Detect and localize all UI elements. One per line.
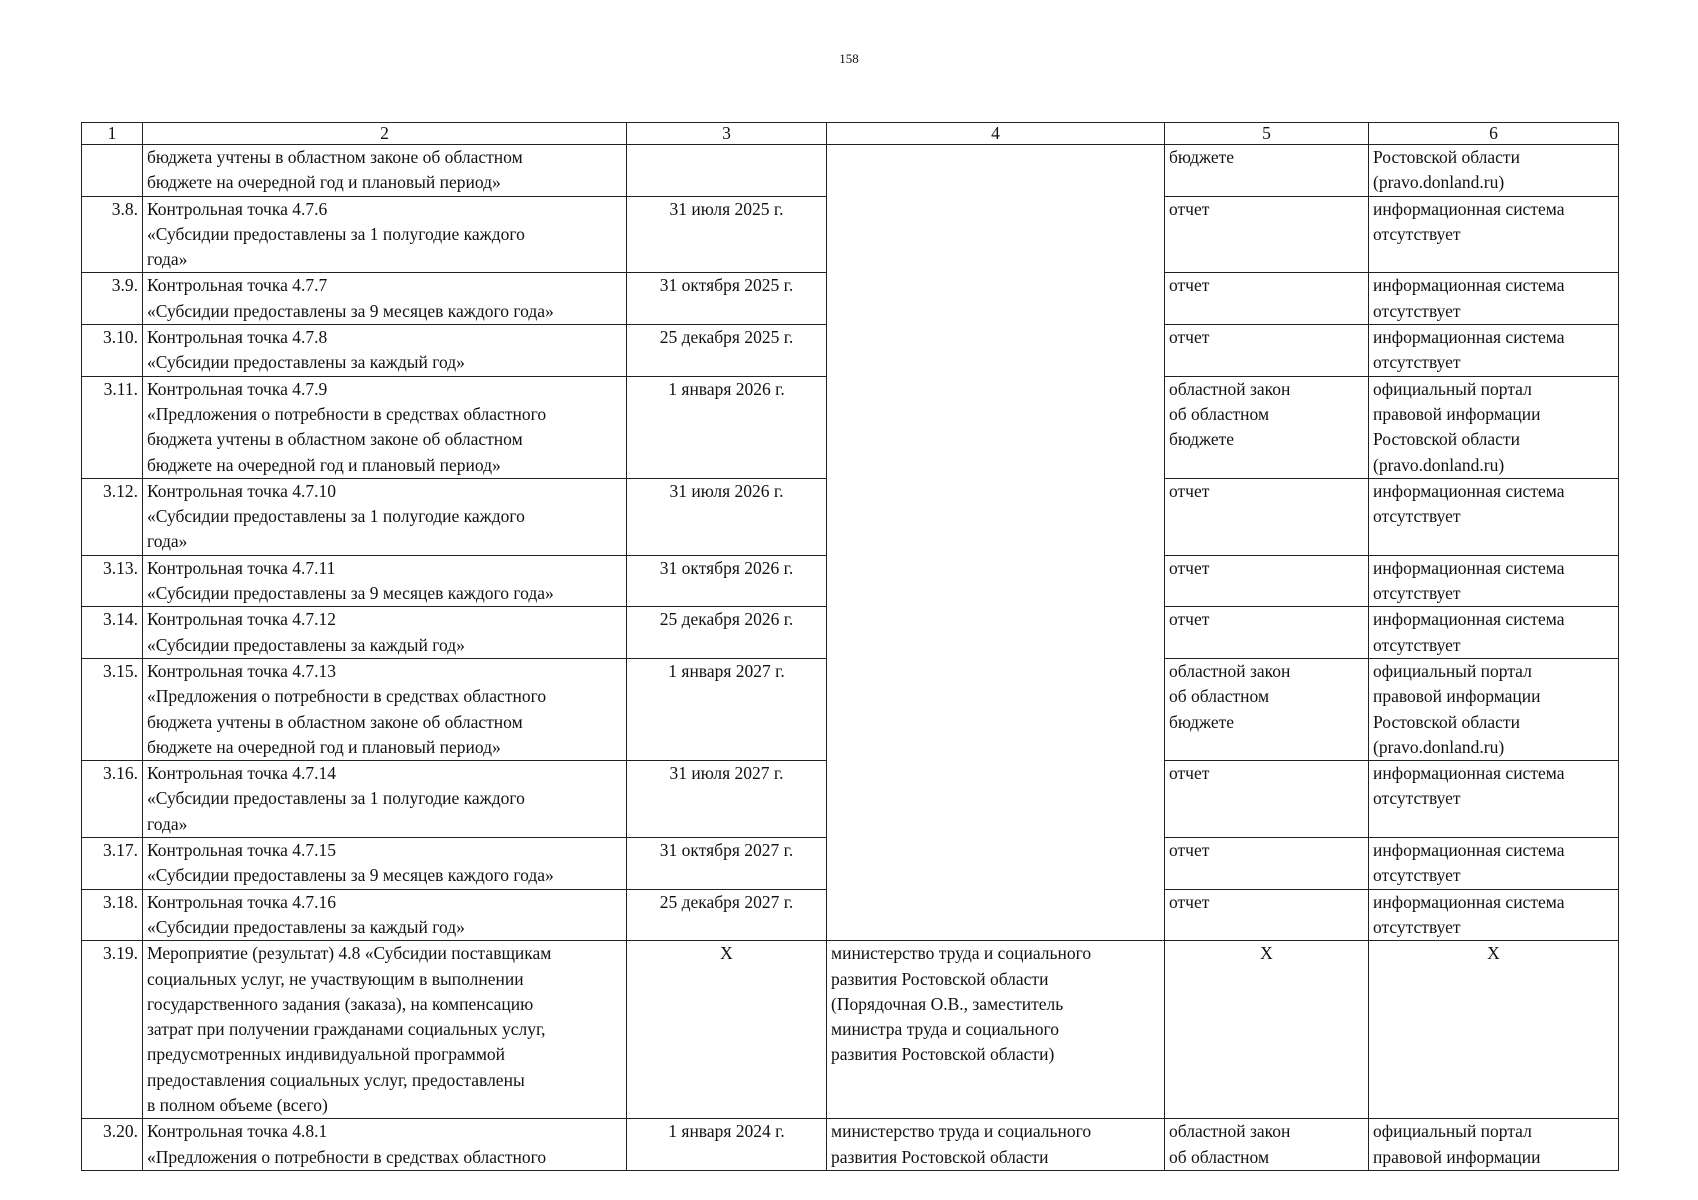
row-description-line: предоставления социальных услуг, предоставлены [147, 1069, 525, 1090]
row-document-line: бюджете [1169, 147, 1235, 167]
column-header: 5 [1165, 123, 1369, 145]
row-source [1369, 658, 1619, 760]
row-date: 31 октября 2025 г. [627, 273, 827, 325]
row-description-line: Контрольная точка 4.7.9 [147, 378, 328, 399]
row-description [143, 196, 627, 273]
row-description-line: Контрольная точка 4.7.12 [147, 609, 336, 630]
row-date: 1 января 2027 г. [627, 658, 827, 760]
row-document [1165, 1119, 1369, 1171]
row-date: 31 июля 2027 г. [627, 761, 827, 838]
row-document [1165, 941, 1369, 1119]
row-description-line: Мероприятие (результат) 4.8 «Субсидии поставщикам [147, 943, 552, 964]
row-source-line: отсутствует [1373, 300, 1461, 321]
row-document-line: отчет [1169, 763, 1210, 784]
row-responsible-line: министерство труда и социального [831, 943, 1092, 964]
row-document [1165, 478, 1369, 555]
row-document-line: об областном [1169, 1146, 1270, 1167]
row-source [1369, 1119, 1619, 1171]
row-number: 3.13. [82, 555, 143, 607]
row-document-line: бюджете [1169, 711, 1235, 732]
row-document-line: отчет [1169, 480, 1210, 501]
row-source-line: информационная система [1373, 275, 1565, 296]
row-source-line: отсутствует [1373, 916, 1461, 937]
row-document [1165, 196, 1369, 273]
row-document [1165, 761, 1369, 838]
row-description-line: Контрольная точка 4.7.7 [147, 275, 328, 296]
column-header: 4 [827, 123, 1165, 145]
table-row [82, 1119, 1619, 1171]
row-description-line: «Субсидии предоставлены за каждый год» [147, 634, 465, 655]
row-source [1369, 196, 1619, 273]
row-date: 25 декабря 2025 г. [627, 325, 827, 377]
row-document-line: областной закон [1169, 378, 1291, 399]
row-number: 3.15. [82, 658, 143, 760]
row-date: 31 октября 2027 г. [627, 838, 827, 890]
row-document-line: отчет [1169, 557, 1210, 578]
row-document-line: об областном [1169, 403, 1270, 424]
row-description-line: Контрольная точка 4.7.11 [147, 557, 336, 578]
row-description [143, 838, 627, 890]
row-source-line: (pravo.donland.ru) [1373, 172, 1505, 193]
row-source-line: официальный портал [1373, 1121, 1532, 1142]
row-source-line: информационная система [1373, 840, 1565, 861]
row-description-line: «Субсидии предоставлены за 1 полугодие каждого [147, 223, 525, 244]
row-description-line: «Субсидии предоставлены за 9 месяцев каждого года» [147, 300, 554, 321]
row-description-line: «Предложения о потребности в средствах областного [147, 1146, 547, 1167]
row-description-line: «Субсидии предоставлены за каждый год» [147, 352, 465, 373]
row-number: 3.18. [82, 889, 143, 941]
row-source [1369, 607, 1619, 659]
responsible-merged-cell [827, 145, 1165, 941]
row-source-line: информационная система [1373, 557, 1565, 578]
row-source [1369, 889, 1619, 941]
row-source-line: официальный портал [1373, 660, 1532, 681]
row-source [1369, 325, 1619, 377]
column-header: 2 [143, 123, 627, 145]
row-description-line: бюджете на очередной год и плановый период» [147, 172, 501, 193]
row-description-line: социальных услуг, не участвующим в выполнении [147, 968, 524, 989]
row-description-line: года» [147, 813, 188, 834]
row-description-line: Контрольная точка 4.7.14 [147, 763, 336, 784]
column-header: 1 [82, 123, 143, 145]
row-source-line: информационная система [1373, 480, 1565, 501]
row-source-line: правовой информации [1373, 403, 1541, 424]
row-document [1165, 145, 1369, 197]
row-description-line: года» [147, 531, 188, 552]
row-description [143, 658, 627, 760]
row-date: 31 июля 2025 г. [627, 196, 827, 273]
row-source-line: X [1487, 943, 1500, 964]
row-date [627, 145, 827, 197]
row-source-line: Ростовской области [1373, 429, 1520, 450]
row-document [1165, 555, 1369, 607]
row-document-line: отчет [1169, 327, 1210, 348]
row-document [1165, 376, 1369, 478]
row-description [143, 941, 627, 1119]
row-description-line: предусмотренных индивидуальной программой [147, 1044, 506, 1065]
row-number: 3.16. [82, 761, 143, 838]
row-source-line: отсутствует [1373, 865, 1461, 886]
row-responsible-line: (Порядочная О.В., заместитель [831, 993, 1064, 1014]
row-date: 1 января 2024 г. [627, 1119, 827, 1171]
row-source [1369, 273, 1619, 325]
row-description-line: государственного задания (заказа), на компенсацию [147, 993, 534, 1014]
row-description [143, 555, 627, 607]
row-description-line: Контрольная точка 4.7.16 [147, 891, 336, 912]
row-document-line: об областном [1169, 686, 1270, 707]
table-row [82, 941, 1619, 1119]
row-number: 3.17. [82, 838, 143, 890]
row-responsible-line: развития Ростовской области [831, 1146, 1049, 1167]
row-date: 25 декабря 2026 г. [627, 607, 827, 659]
row-number: 3.9. [82, 273, 143, 325]
row-source-line: правовой информации [1373, 686, 1541, 707]
row-source-line: отсутствует [1373, 788, 1461, 809]
row-description-line: затрат при получении гражданами социальных услуг, [147, 1019, 546, 1040]
row-document-line: отчет [1169, 198, 1210, 219]
row-date: 1 января 2026 г. [627, 376, 827, 478]
row-description-line: бюджета учтены в областном законе об областном [147, 147, 523, 167]
table-body [82, 145, 1619, 1171]
row-document [1165, 838, 1369, 890]
row-description-line: «Субсидии предоставлены за 1 полугодие каждого [147, 506, 525, 527]
row-description-line: Контрольная точка 4.7.15 [147, 840, 336, 861]
row-date: 31 октября 2026 г. [627, 555, 827, 607]
row-document-line: отчет [1169, 891, 1210, 912]
row-description-line: бюджете на очередной год и плановый период» [147, 454, 501, 475]
row-description-line: «Субсидии предоставлены за 9 месяцев каждого года» [147, 865, 554, 886]
row-source-line: информационная система [1373, 327, 1565, 348]
document-table [81, 122, 1619, 1171]
row-description-line: бюджета учтены в областном законе об областном [147, 429, 523, 450]
row-document [1165, 607, 1369, 659]
row-document [1165, 658, 1369, 760]
row-number: 3.20. [82, 1119, 143, 1171]
row-source-line: отсутствует [1373, 223, 1461, 244]
row-description-line: «Субсидии предоставлены за 9 месяцев каждого года» [147, 583, 554, 604]
row-date: 25 декабря 2027 г. [627, 889, 827, 941]
row-document-line: отчет [1169, 275, 1210, 296]
row-document [1165, 889, 1369, 941]
row-responsible-line: министра труда и социального [831, 1019, 1059, 1040]
row-description-line: «Предложения о потребности в средствах областного [147, 403, 547, 424]
row-date: 31 июля 2026 г. [627, 478, 827, 555]
row-source-line: Ростовской области [1373, 711, 1520, 732]
row-description-line: Контрольная точка 4.7.8 [147, 327, 328, 348]
row-source-line: отсутствует [1373, 583, 1461, 604]
row-document-line: X [1260, 943, 1273, 964]
row-description-line: Контрольная точка 4.7.13 [147, 660, 336, 681]
row-source [1369, 478, 1619, 555]
row-description-line: года» [147, 249, 188, 270]
row-source-line: (pravo.donland.ru) [1373, 454, 1505, 475]
row-description-line: Контрольная точка 4.7.10 [147, 480, 336, 501]
row-responsible [827, 941, 1165, 1119]
row-responsible-line: развития Ростовской области [831, 968, 1049, 989]
row-description-line: Контрольная точка 4.7.6 [147, 198, 328, 219]
row-document-line: отчет [1169, 840, 1210, 861]
row-document [1165, 273, 1369, 325]
row-source-line: правовой информации [1373, 1146, 1541, 1167]
row-source [1369, 941, 1619, 1119]
row-description [143, 376, 627, 478]
row-source [1369, 555, 1619, 607]
page-number: 158 [839, 51, 859, 66]
row-description [143, 761, 627, 838]
row-description-line: «Предложения о потребности в средствах областного [147, 686, 547, 707]
row-source [1369, 145, 1619, 197]
row-document-line: областной закон [1169, 1121, 1291, 1142]
row-source-line: информационная система [1373, 891, 1565, 912]
row-source-line: информационная система [1373, 198, 1565, 219]
row-description-line: «Субсидии предоставлены за каждый год» [147, 916, 465, 937]
row-responsible-line: развития Ростовской области) [831, 1044, 1055, 1065]
row-source-line: Ростовской области [1373, 147, 1520, 167]
row-description-line: Контрольная точка 4.8.1 [147, 1121, 328, 1142]
row-number: 3.10. [82, 325, 143, 377]
row-date: X [627, 941, 827, 1119]
table-row [82, 145, 1619, 197]
row-description [143, 273, 627, 325]
row-description [143, 889, 627, 941]
table-header-row [82, 123, 1619, 145]
row-description [143, 607, 627, 659]
row-responsible [827, 1119, 1165, 1171]
row-description [143, 1119, 627, 1171]
row-description-line: в полном объеме (всего) [147, 1094, 328, 1115]
row-source-line: информационная система [1373, 609, 1565, 630]
row-source-line: отсутствует [1373, 634, 1461, 655]
row-responsible-line: министерство труда и социального [831, 1121, 1092, 1142]
row-description-line: «Субсидии предоставлены за 1 полугодие каждого [147, 788, 525, 809]
row-description [143, 478, 627, 555]
row-source [1369, 838, 1619, 890]
row-document-line: бюджете [1169, 429, 1235, 450]
column-header: 3 [627, 123, 827, 145]
row-number: 3.14. [82, 607, 143, 659]
row-document-line: областной закон [1169, 660, 1291, 681]
row-source-line: отсутствует [1373, 506, 1461, 527]
row-document-line: отчет [1169, 609, 1210, 630]
row-description [143, 325, 627, 377]
column-header: 6 [1369, 123, 1619, 145]
row-description-line: бюджете на очередной год и плановый период» [147, 736, 501, 757]
row-number: 3.11. [82, 376, 143, 478]
row-description-line: бюджета учтены в областном законе об областном [147, 711, 523, 732]
row-number [82, 145, 143, 197]
row-description [143, 145, 627, 197]
row-source-line: отсутствует [1373, 352, 1461, 373]
row-number: 3.8. [82, 196, 143, 273]
row-source-line: информационная система [1373, 763, 1565, 784]
row-source [1369, 761, 1619, 838]
row-number: 3.12. [82, 478, 143, 555]
row-document [1165, 325, 1369, 377]
row-source-line: (pravo.donland.ru) [1373, 736, 1505, 757]
row-source-line: официальный портал [1373, 378, 1532, 399]
row-source [1369, 376, 1619, 478]
row-number: 3.19. [82, 941, 143, 1119]
